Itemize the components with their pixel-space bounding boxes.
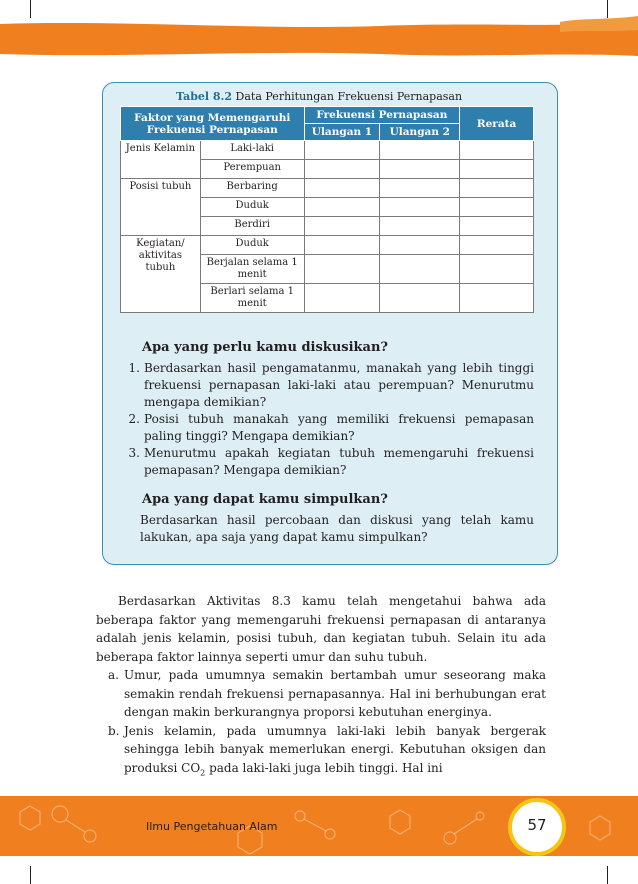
group-label: Jenis Kelamin xyxy=(121,141,201,179)
list-item xyxy=(110,445,534,479)
empty-cell xyxy=(380,160,460,179)
header-factor: Faktor yang Memengaruhi Frekuensi Pernapasan xyxy=(121,107,305,141)
list-item-text-part: Jenis kelamin, pada umumnya laki-laki lebih banyak bergerak sehingga lebih banyak memerlukan energi. Kebutuhan oksigen dan produksi CO xyxy=(124,723,546,775)
factor-cell: Berlari selama 1 menit xyxy=(200,284,304,313)
empty-cell xyxy=(460,160,534,179)
factor-cell: Berjalan selama 1 menit xyxy=(200,255,304,284)
empty-cell xyxy=(304,141,380,160)
factor-list xyxy=(108,666,546,782)
group-label: Kegiatan/ aktivitas tubuh xyxy=(121,236,201,313)
header-frequency: Frekuensi Pernapasan xyxy=(304,107,460,124)
list-item xyxy=(108,722,546,783)
top-banner xyxy=(0,0,638,60)
factor-cell: Duduk xyxy=(200,198,304,217)
empty-cell xyxy=(380,198,460,217)
empty-cell xyxy=(380,179,460,198)
conclusion-heading: Apa yang dapat kamu simpulkan? xyxy=(142,492,388,507)
list-item xyxy=(110,411,534,445)
discussion-heading: Apa yang perlu kamu diskusikan? xyxy=(142,340,389,355)
page-number: 57 xyxy=(527,816,547,834)
crop-mark xyxy=(607,866,608,884)
list-item-text-part: pada laki-laki juga lebih tinggi. Hal ini xyxy=(205,760,443,775)
table-caption-text: Data Perhitungan Frekuensi Pernapasan xyxy=(232,90,463,103)
factor-cell: Duduk xyxy=(200,236,304,255)
empty-cell xyxy=(380,284,460,313)
table-caption-number: Tabel 8.2 xyxy=(175,90,233,103)
empty-cell xyxy=(460,255,534,284)
empty-cell xyxy=(460,284,534,313)
empty-cell xyxy=(304,217,380,236)
subscript: 2 xyxy=(200,767,206,777)
table-row xyxy=(121,141,534,160)
list-item xyxy=(110,360,534,411)
list-item-text xyxy=(124,722,546,783)
conclusion-text: Berdasarkan hasil percobaan dan diskusi yang telah kamu lakukan, apa saja yang dapat kamu simpulkan? xyxy=(140,513,534,544)
list-item-number: 1. xyxy=(128,361,140,375)
list-item-text: Umur, pada umumnya semakin bertambah umur seseorang maka semakin rendah frekuensi pernapasannya. Hal ini berhubungan erat dengan makin berkurangnya proporsi kebutuhan energinya. xyxy=(124,668,546,719)
empty-cell xyxy=(304,160,380,179)
empty-cell xyxy=(304,236,380,255)
list-item-number: b. xyxy=(108,723,120,738)
body-paragraph xyxy=(96,592,546,666)
empty-cell xyxy=(380,217,460,236)
factor-cell: Laki-laki xyxy=(200,141,304,160)
table-row xyxy=(121,179,534,198)
empty-cell xyxy=(460,141,534,160)
empty-cell xyxy=(380,141,460,160)
list-item-text: Berdasarkan hasil pengamatanmu, manakah yang lebih tinggi frekuensi pernapasan laki-laki atau perempuan? Menurutmu mengapa demikian? xyxy=(144,361,534,409)
intro-paragraph: Berdasarkan Aktivitas 8.3 kamu telah mengetahui bahwa ada beberapa faktor yang memengaruhi frekuensi pernapasan di antaranya adalah jenis kelamin, posisi tubuh, dan kegiatan tubuh. Selain itu ada beberapa faktor lainnya seperti umur dan suhu tubuh. xyxy=(96,594,546,664)
breathing-frequency-table xyxy=(120,106,534,313)
header-repetition-1: Ulangan 1 xyxy=(304,124,380,141)
group-label: Posisi tubuh xyxy=(121,179,201,236)
empty-cell xyxy=(304,179,380,198)
header-repetition-2: Ulangan 2 xyxy=(380,124,460,141)
footer-book-title: Ilmu Pengetahuan Alam xyxy=(146,820,278,833)
empty-cell xyxy=(460,198,534,217)
list-item xyxy=(108,666,546,722)
empty-cell xyxy=(304,255,380,284)
empty-cell xyxy=(380,255,460,284)
table-caption xyxy=(0,90,638,103)
list-item-text: Posisi tubuh manakah yang memiliki frekuensi pemapasan paling tinggi? Mengapa demikian? xyxy=(144,412,534,443)
list-item-number: 2. xyxy=(128,412,140,426)
list-item-number: 3. xyxy=(128,446,140,460)
empty-cell xyxy=(460,217,534,236)
table-row xyxy=(121,236,534,255)
empty-cell xyxy=(460,236,534,255)
list-item-text: Menurutmu apakah kegiatan tubuh memengaruhi frekuensi pemapasan? Mengapa demikian? xyxy=(144,446,534,477)
factor-cell: Perempuan xyxy=(200,160,304,179)
empty-cell xyxy=(304,284,380,313)
crop-mark xyxy=(30,866,31,884)
header-average: Rerata xyxy=(460,107,534,141)
empty-cell xyxy=(304,198,380,217)
empty-cell xyxy=(460,179,534,198)
discussion-list xyxy=(110,360,534,479)
empty-cell xyxy=(380,236,460,255)
list-item-number: a. xyxy=(108,668,119,682)
factor-cell: Berbaring xyxy=(200,179,304,198)
factor-cell: Berdiri xyxy=(200,217,304,236)
